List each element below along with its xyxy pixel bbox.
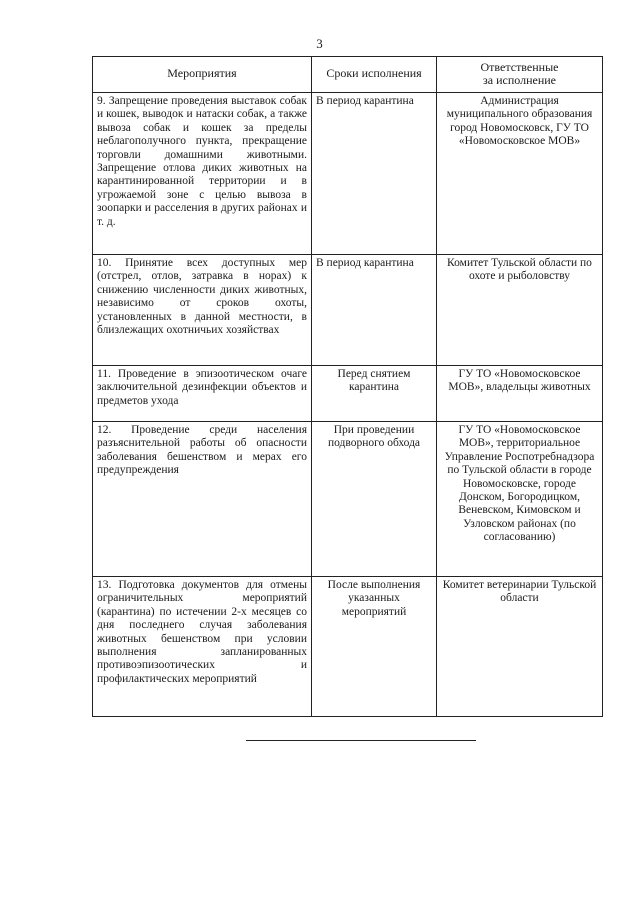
header-activities: Мероприятия xyxy=(93,57,312,93)
responsible-cell: ГУ ТО «Новомосковское МОВ», территориальное Управление Роспотребнадзора по Тульской области в городе Новомосковске, городе Донском, Богородицком, Веневском, Кимовском и Узловском районах (по согласованию) xyxy=(437,422,603,577)
activity-cell: 11. Проведение в эпизоотическом очаге заключительной дезинфекции объектов и предметов ухода xyxy=(93,366,312,422)
activity-cell: 13. Подготовка документов для отмены ограничительных мероприятий (карантина) по истечении 2-х месяцев со дня последнего случая заболевания животных бешенством при условии выполнения запланированных противоэпизоотических и профилактических мероприятий xyxy=(93,577,312,717)
responsible-cell: Комитет ветеринарии Тульской области xyxy=(437,577,603,717)
activity-cell: 10. Принятие всех доступных мер (отстрел, отлов, затравка в норах) к снижению численности диких животных, независимо от сроков охоты, установленных в данной местности, в близлежащих охотничьих хозяйствах xyxy=(93,255,312,366)
responsible-cell: Комитет Тульской области по охоте и рыболовству xyxy=(437,255,603,366)
header-responsible: Ответственные за исполнение xyxy=(437,57,603,93)
term-cell: В период карантина xyxy=(312,255,437,366)
term-cell: Перед снятием карантина xyxy=(312,366,437,422)
table-row xyxy=(93,93,603,255)
responsible-cell: ГУ ТО «Новомосковское МОВ», владельцы животных xyxy=(437,366,603,422)
table-row xyxy=(93,422,603,577)
activity-cell: 12. Проведение среди населения разъяснительной работы об опасности заболевания бешенством и мерах его предупреждения xyxy=(93,422,312,577)
term-cell: После выполнения указанных мероприятий xyxy=(312,577,437,717)
table-header-row xyxy=(93,57,603,93)
page-number: 3 xyxy=(316,36,323,51)
header-deadline: Сроки исполнения xyxy=(312,57,437,93)
measures-table xyxy=(92,56,603,717)
table-row xyxy=(93,366,603,422)
term-cell: При проведении подворного обхода xyxy=(312,422,437,577)
activity-cell: 9. Запрещение проведения выставок собак и кошек, выводок и натаски собак, а также вывоза собак и кошек за пределы неблагополучного пункта, прекращение торговли домашними животными. Запрещение отлова диких животных на карантинированной территории и в угрожаемой зоне с целью вывоза в зоопарки и расселения в других районах и т. д. xyxy=(93,93,312,255)
term-cell: В период карантина xyxy=(312,93,437,255)
table-row xyxy=(93,255,603,366)
closing-rule xyxy=(246,740,476,741)
table-row xyxy=(93,577,603,717)
responsible-cell: Администрация муниципального образования город Новомосковск, ГУ ТО «Новомосковское МОВ» xyxy=(437,93,603,255)
